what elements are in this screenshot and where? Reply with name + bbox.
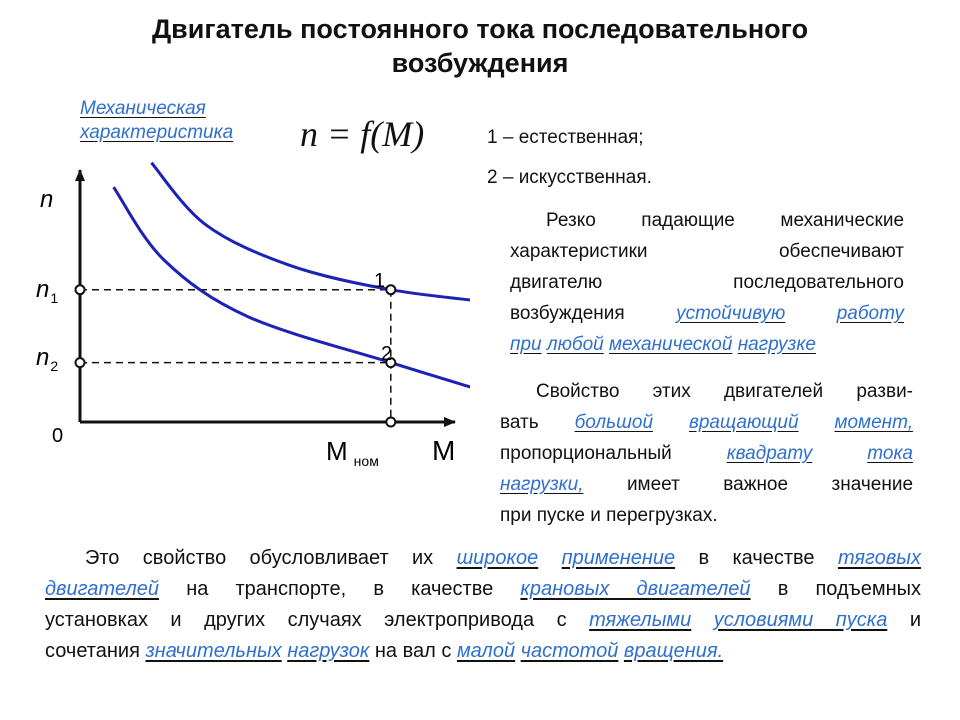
b-text: и (909, 609, 921, 631)
link-application[interactable]: применение (561, 547, 676, 569)
tick-label-m-nom: M $_{ном}$ (326, 436, 379, 469)
title-line-1: Двигатель постоянного тока последовательного (151, 14, 809, 44)
link-traction[interactable]: тяговых (837, 547, 921, 569)
axis-marker-2 (76, 358, 85, 367)
p2-word: Свойство (536, 381, 620, 402)
curve-label-2: 2 (381, 343, 393, 365)
p2-word: имеет (626, 474, 680, 495)
link-wide[interactable]: широкое (456, 547, 539, 569)
characteristic-chart (0, 0, 470, 480)
link-significant[interactable]: значительных (145, 640, 282, 662)
tick-label-n2: $n_2$ (36, 344, 59, 374)
link-any[interactable]: любой (546, 334, 604, 355)
link-crane-motors[interactable]: крановых двигателей (520, 578, 751, 600)
link-square[interactable]: квадрату (726, 443, 813, 464)
formula: n = f(M) (300, 114, 425, 154)
b-text: на транспорте, в качестве (186, 578, 494, 600)
p1-word: возбуждения (510, 303, 625, 324)
curve-1 (151, 163, 470, 303)
p2-word: важное (723, 474, 789, 495)
b-text: на вал с (374, 640, 452, 662)
paragraph-2 (500, 376, 913, 531)
link-load[interactable]: нагрузке (737, 334, 816, 355)
link-at[interactable]: при (510, 334, 542, 355)
tick-label-n1: $n_1$ (36, 276, 59, 306)
bottom-paragraph (45, 543, 921, 667)
point-marker-1 (386, 285, 395, 294)
p1-word: механические (780, 210, 905, 231)
p2-word: пропорциональный (500, 443, 672, 464)
link-loads[interactable]: нагрузок (287, 640, 370, 662)
link-current[interactable]: тока (867, 443, 913, 464)
p1-word: Резко (546, 210, 596, 231)
x-axis-label: M (432, 435, 456, 466)
p2-word: этих (652, 381, 691, 402)
origin-label: 0 (52, 425, 64, 447)
p2-last-line: при пуске и перегрузках. (500, 505, 718, 526)
link-mechanical[interactable]: механической (608, 334, 733, 355)
mech-link-line-2[interactable]: характеристика (80, 122, 234, 143)
link-frequency[interactable]: частотой (520, 640, 619, 662)
link-start-conditions[interactable]: условиями пуска (713, 609, 888, 631)
p2-word: значение (831, 474, 914, 495)
b-text: в качестве (698, 547, 815, 569)
y-axis-label: n (40, 186, 54, 213)
link-large[interactable]: большой (574, 412, 654, 433)
legend-item-1: 1 – естественная; (487, 127, 644, 148)
p1-word: двигателю (510, 272, 603, 293)
link-low[interactable]: малой (456, 640, 516, 662)
b-text: в подъемных (777, 578, 922, 600)
p1-word: последовательного (733, 272, 904, 293)
mech-link-line-1[interactable]: Механическая (80, 98, 206, 119)
link-rotating[interactable]: вращающий (688, 412, 799, 433)
legend-item-2: 2 – искусственная. (487, 167, 652, 188)
curve-2 (114, 187, 470, 390)
b-text: сочетания (45, 640, 140, 662)
axis-marker-m-nom (386, 418, 395, 427)
curve-label-1: 1 (374, 270, 386, 292)
link-stable[interactable]: устойчивую (676, 303, 786, 324)
p1-word: обеспечивают (778, 241, 904, 262)
p1-word: характеристики (510, 241, 648, 262)
link-motors[interactable]: двигателей (45, 578, 160, 600)
link-heavy[interactable]: тяжелыми (589, 609, 692, 631)
p1-word: падающие (641, 210, 735, 231)
b-text: Это свойство обусловливает их (85, 547, 434, 569)
p2-word: разви- (856, 381, 914, 402)
link-rotation[interactable]: вращения. (623, 640, 724, 662)
paragraph-1 (510, 205, 904, 360)
link-moment[interactable]: момент, (834, 412, 913, 433)
p2-word: вать (500, 412, 539, 433)
link-load-2[interactable]: нагрузки, (500, 474, 584, 495)
b-text: установках и других случаях электропривода с (45, 609, 567, 631)
title-line-2: возбуждения (391, 48, 569, 78)
axis-marker-1 (76, 285, 85, 294)
link-work[interactable]: работу (836, 303, 904, 324)
p2-word: двигателей (723, 381, 824, 402)
